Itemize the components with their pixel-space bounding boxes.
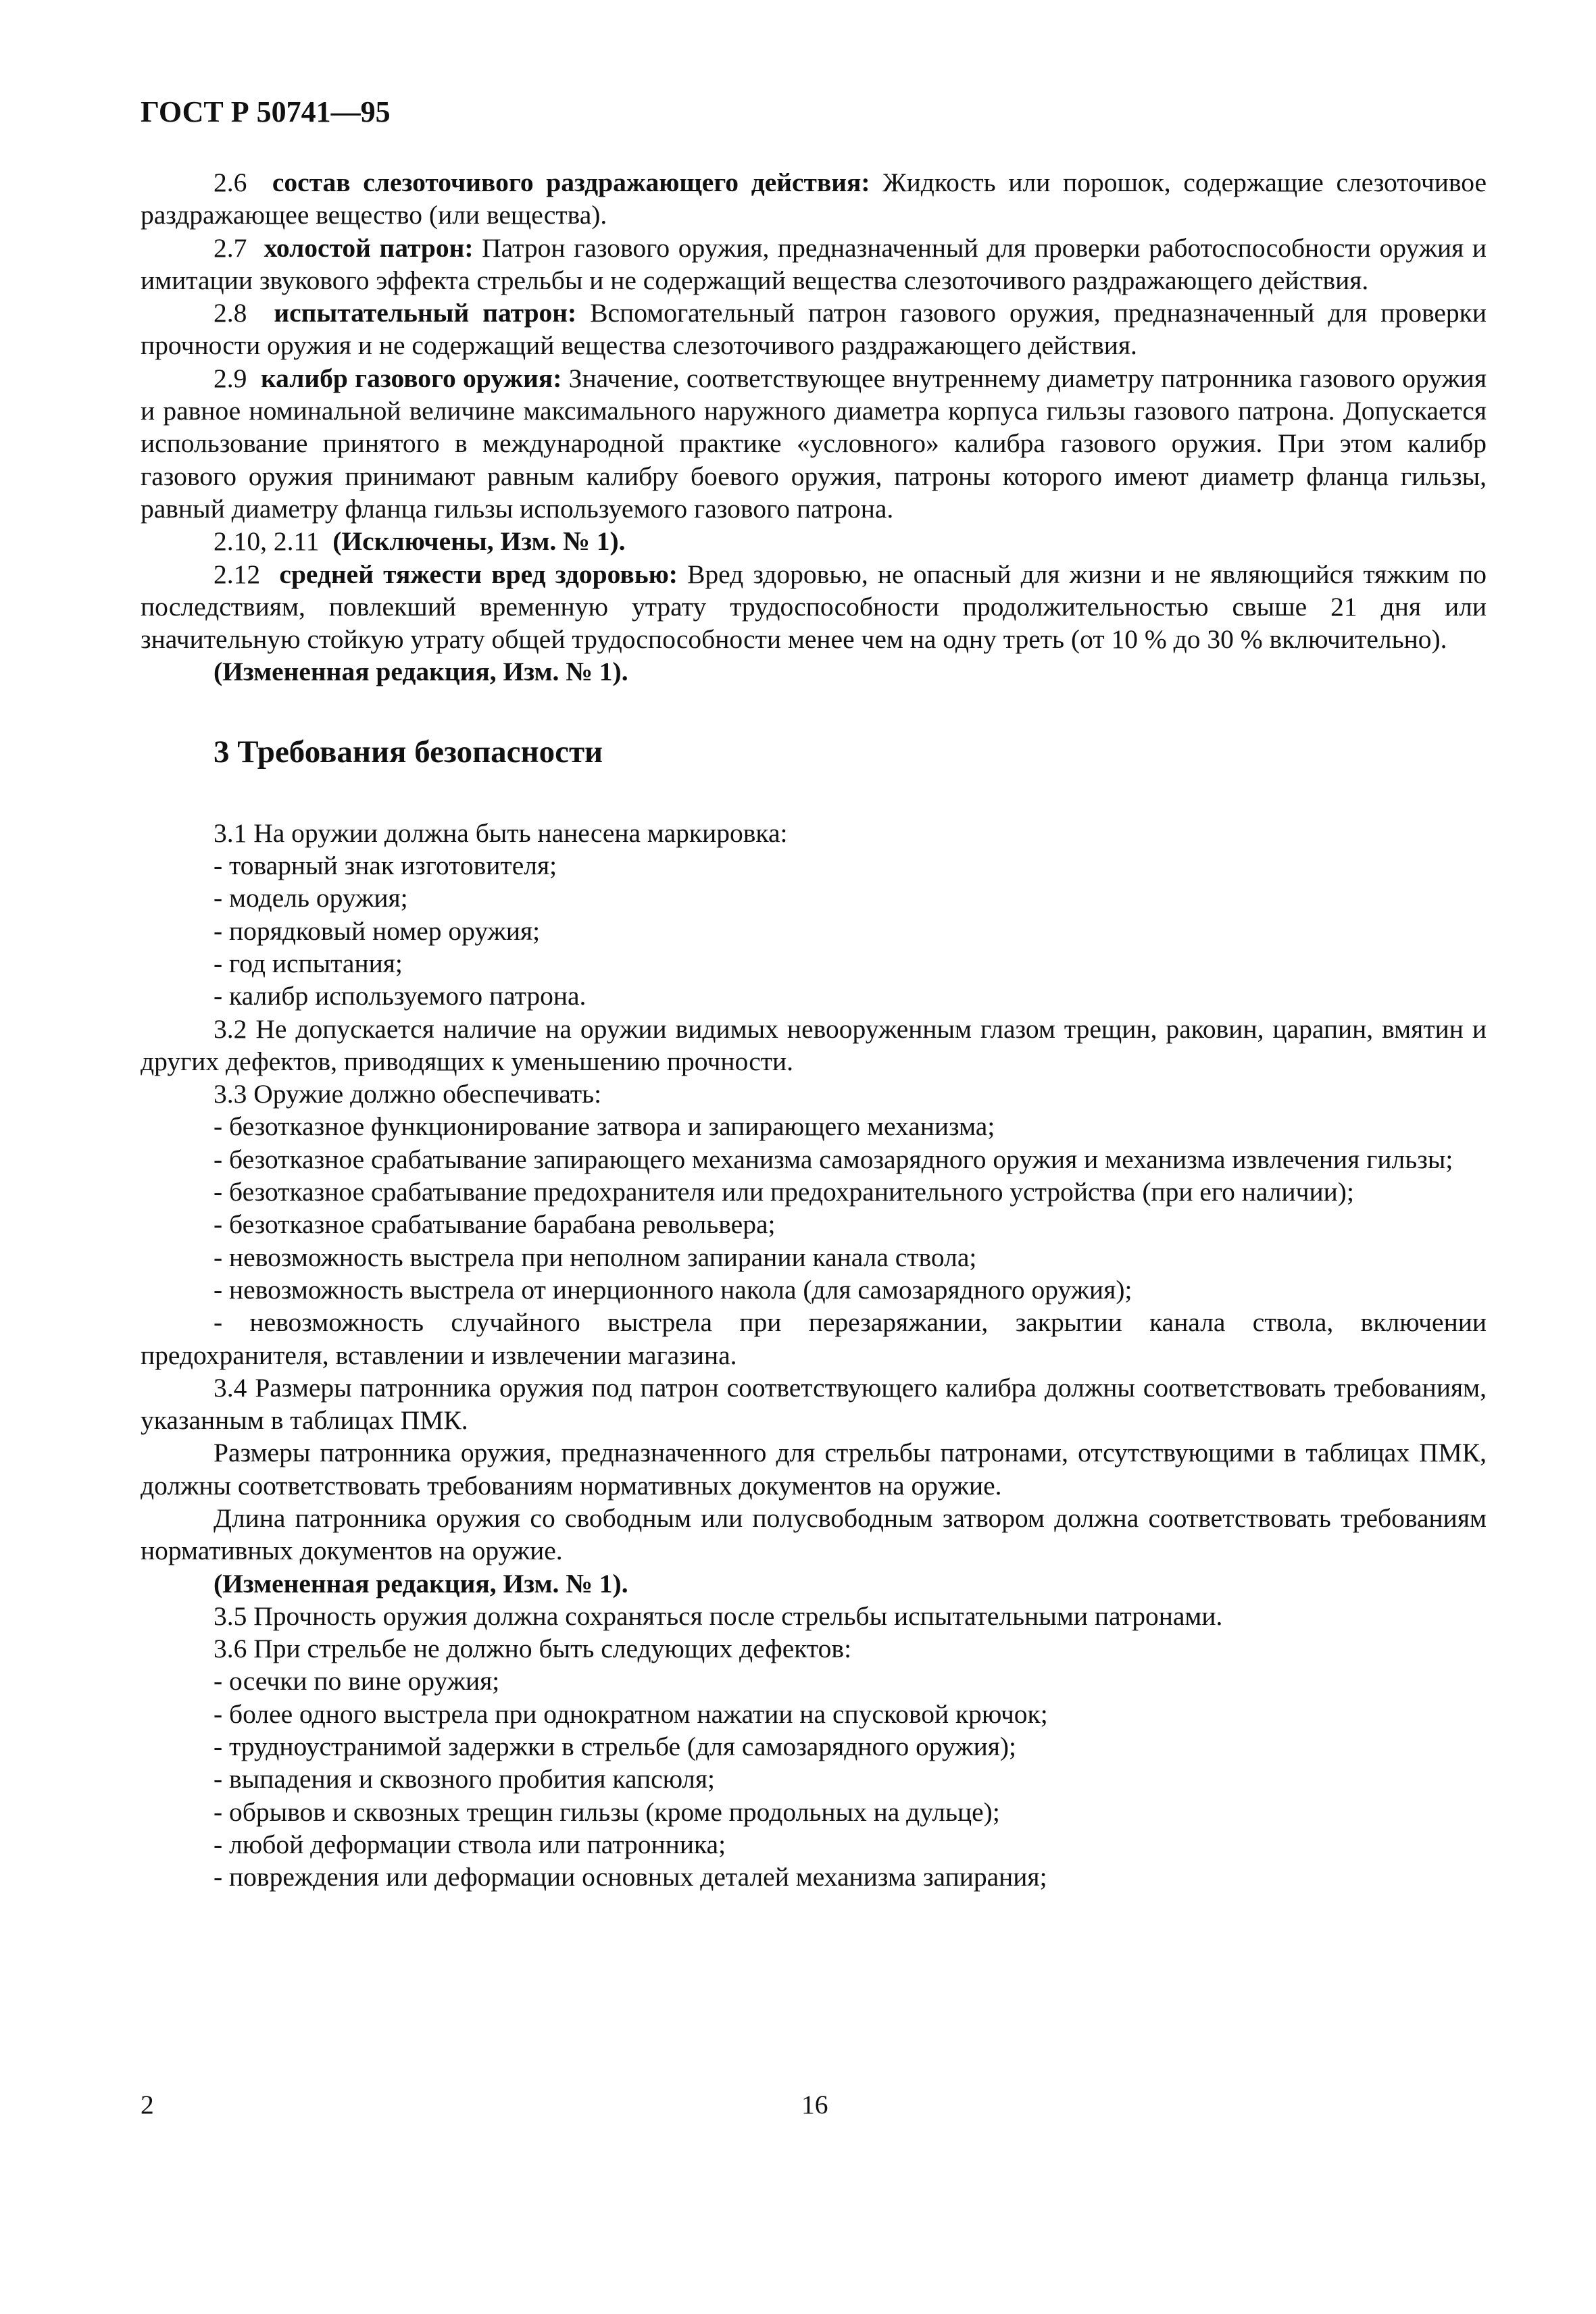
defects-list [141, 1665, 1487, 1893]
list-item: - осечки по вине оружия; [214, 1666, 500, 1696]
list-item: - безотказное срабатывание предохранителя или предохранительного устройства (при его наличии); [214, 1177, 1354, 1207]
section-3-title: 3 Требования безопасности [214, 734, 603, 770]
term: испытательный патрон: [274, 298, 577, 328]
list-item: - обрывов и сквозных трещин гильзы (кроме продольных на дульце); [214, 1796, 1000, 1827]
term: холостой патрон: [264, 232, 474, 263]
clause-3-3: 3.3 Оружие должно обеспечивать: [214, 1079, 602, 1109]
definition-2-12: 2.12 средней тяжести вред здоровью: Вред здоровью, не опасный для жизни и не являющийся тяжким по последствиям, повлекший временную утрату трудоспособности продолжительностью свыше 21 дня или значительную стойкую утрату общей трудоспособности менее чем на одну треть (от 10 % до 30 % включительно). [141, 559, 1487, 655]
list-item: - выпадения и сквозного пробития капсюля; [214, 1764, 716, 1794]
clause-3-5: 3.5 Прочность оружия должна сохраняться после стрельбы испытательными патронами. [214, 1601, 1223, 1631]
excluded-2-10-2-11: 2.10, 2.11 (Исключены, Изм. № 1). [214, 526, 626, 557]
list-item: - порядковый номер оружия; [214, 915, 541, 946]
marking-list [141, 849, 1487, 1012]
clause-3-6: 3.6 При стрельбе не должно быть следующих дефектов: [214, 1634, 852, 1664]
amendment-note-1: (Измененная редакция, Изм. № 1). [214, 657, 628, 687]
list-item: - безотказное срабатывание запирающего механизма самозарядного оружия и механизма извлечения гильзы; [214, 1144, 1453, 1174]
definition-2-9: 2.9 калибр газового оружия: Значение, соответствующее внутреннему диаметру патронника газового оружия и равное номинальной величине максимального наружного диаметра корпуса гильзы газового патрона. Допускается использование принятого в международной практике «условного» калибра газового оружия. При этом калибр газового оружия принимают равным калибру боевого оружия, патроны которого имеют диаметр фланца гильзы, равный диаметру фланца гильзы используемого газового патрона. [141, 363, 1487, 524]
list-item: - любой деформации ствола или патронника; [214, 1829, 726, 1859]
clause-3-2: 3.2 Не допускается наличие на оружии видимых невооруженным глазом трещин, раковин, царапин, вмятин и других дефектов, приводящих к уменьшению прочности. [141, 1013, 1487, 1076]
list-item: - трудноустранимой задержки в стрельбе (для самозарядного оружия); [214, 1732, 1017, 1762]
list-item: - невозможность выстрела при неполном запирании канала ствола; [214, 1242, 977, 1272]
document-page [141, 95, 1487, 1894]
term: состав слезоточивого раздражающего действия: [272, 168, 870, 197]
term: средней тяжести вред здоровью: [279, 559, 678, 589]
document-header: ГОСТ Р 50741—95 [141, 95, 391, 128]
list-item: - год испытания; [214, 948, 403, 978]
list-item: - калибр используемого патрона. [214, 981, 587, 1011]
definition-2-6: 2.6 состав слезоточивого раздражающего действия: Жидкость или порошок, содержащие слезоточивое раздражающее вещество (или вещества). [141, 168, 1487, 230]
clause-3-1: 3.1 На оружии должна быть нанесена маркировка: [214, 818, 788, 848]
list-item: - повреждения или деформации основных деталей механизма запирания; [214, 1862, 1047, 1892]
clause-3-4: 3.4 Размеры патронника оружия под патрон соответствующего калибра должны соответствовать требованиям, указанным в таблицах ПМК. [141, 1372, 1487, 1436]
term: калибр газового оружия: [260, 363, 562, 393]
requirements-list [141, 1110, 1487, 1371]
page-number-left: 2 [141, 2090, 154, 2119]
list-item: - товарный знак изготовителя; [214, 851, 557, 881]
clause-3-4-paragraph-3: Длина патронника оружия со свободным или полусвободным затвором должна соответствовать требованиям нормативных документов на оружие. [141, 1503, 1487, 1566]
list-item: - безотказное срабатывание барабана револьвера; [214, 1209, 776, 1240]
list-item: - более одного выстрела при однократном нажатии на спусковой крючок; [214, 1699, 1048, 1729]
clause-3-4-paragraph-2: Размеры патронника оружия, предназначенного для стрельбы патронами, отсутствующими в таблицах ПМК, должны соответствовать требованиям нормативных документов на оружие. [141, 1438, 1487, 1501]
list-item: - безотказное функционирование затвора и запирающего механизма; [214, 1111, 995, 1142]
list-item: - невозможность случайного выстрела при перезаряжании, закрытии канала ствола, включении предохранителя, вставлении и извлечении магазина. [141, 1307, 1487, 1370]
definition-2-7: 2.7 холостой патрон: Патрон газового оружия, предназначенный для проверки работоспособности оружия и имитации звукового эффекта стрельбы и не содержащий вещества слезоточивого раздражающего действия. [141, 232, 1487, 295]
list-item: - модель оружия; [214, 883, 408, 913]
page-number-center: 16 [801, 2090, 828, 2119]
amendment-note-2: (Измененная редакция, Изм. № 1). [214, 1568, 628, 1599]
list-item: - невозможность выстрела от инерционного накола (для самозарядного оружия); [214, 1274, 1132, 1305]
definition-2-8: 2.8 испытательный патрон: Вспомогательный патрон газового оружия, предназначенный для проверки прочности оружия и не содержащий вещества слезоточивого раздражающего действия. [141, 298, 1487, 361]
